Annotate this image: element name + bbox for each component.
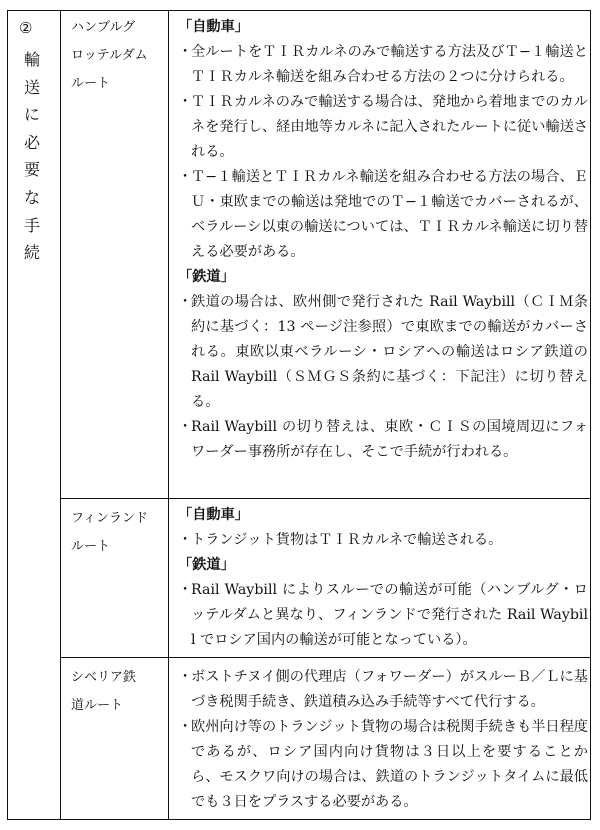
subhead-railway: 「鉄道」: [178, 269, 235, 285]
bullet-dot: ・: [178, 582, 193, 598]
list-item-text: 鉄道の場合は、欧州側で発行された Rail Waybill（ＣＩＭ条約に基づく：13 ページ注参照）で東欧までの輸送がカバーされる。東欧以東ベラルーシ・ロシアへの輸送はロシア鉄道の Rail Waybill（ＳＭＧＳ条約に基づく：下記注）に切り替える。: [191, 294, 588, 410]
subhead-automobile: 「自動車」: [178, 507, 249, 523]
list-item: [178, 715, 588, 815]
section-title-char: 続: [23, 243, 40, 263]
bullet-dot: ・: [178, 94, 193, 110]
list-item-text: ＴＩＲカルネのみで輸送する場合は、発地から着地までのカルネを発行し、経由地等カルネに記入されたルートに従い輸送される。: [191, 94, 588, 160]
subhead-railway: 「鉄道」: [178, 557, 235, 573]
section-title-char: な: [23, 187, 40, 207]
section-title: [23, 46, 41, 267]
row-divider-1: [60, 498, 590, 499]
route-label-line: 道ルート: [71, 698, 124, 713]
bullet-dot: ・: [178, 44, 193, 60]
section-title-char: 必: [23, 132, 40, 152]
list-item: [178, 40, 588, 90]
list-item: [178, 528, 588, 553]
procedures-table: [7, 10, 591, 820]
route-label-finland: [71, 505, 167, 561]
column-divider-route: [168, 11, 169, 819]
route-label-line: ロッテルダム: [71, 48, 148, 63]
list-item-text: Rail Waybill の切り替えは、東欧・ＣＩＳの国境周辺にフォワーダー事務所が存在し、そこで手続が行われる。: [191, 419, 588, 460]
route-label-line: フィンランド: [71, 511, 148, 526]
list-item-text: 欧州向け等のトランジット貨物の場合は税関手続きも半日程度であるが、ロシア国内向け貨物は３日以上を要することから、モスクワ向けの場合は、鉄道のトランジットタイムに最低でも３日をプラスする必要がある。: [191, 719, 588, 810]
route-label-siberian-railway: [71, 664, 167, 720]
row-divider-2: [60, 657, 590, 658]
route-label-line: ルート: [71, 539, 111, 554]
bullet-dot: ・: [178, 669, 193, 685]
route-label-hamburg-rotterdam: [71, 14, 167, 98]
list-item-text: トランジット貨物はＴＩＲカルネで輸送される。: [191, 532, 503, 548]
section-title-char: 輸: [23, 50, 40, 69]
section-title-char: 送: [23, 77, 40, 97]
route-content-siberian-railway: [178, 665, 588, 815]
section-title-char: に: [23, 105, 40, 125]
route-content-hamburg-rotterdam: [178, 15, 588, 465]
list-item: [178, 578, 588, 653]
section-number: ②: [19, 19, 33, 37]
route-label-line: シベリア鉄: [71, 670, 137, 685]
bullet-dot: ・: [178, 419, 193, 435]
list-item-text: ボストチヌイ側の代理店（フォワーダー）がスルーＢ／Ｌに基づき税関手続き、鉄道積み込み手続等すべて代行する。: [191, 669, 588, 710]
subhead-automobile: 「自動車」: [178, 19, 249, 35]
list-item-text: Ｔ−１輸送とＴＩＲカルネ輸送を組み合わせる方法の場合、ＥＵ・東欧までの輸送は発地でのＴ−１輸送でカバーされるが、ベラルーシ以東の輸送については、ＴＩＲカルネ輸送に切り替える必要がある。: [191, 169, 588, 260]
route-content-finland: [178, 503, 588, 653]
route-label-line: ハンブルグ: [71, 20, 136, 35]
route-label-line: ルート: [71, 76, 111, 91]
section-column: [8, 11, 60, 819]
bullet-dot: ・: [178, 719, 193, 735]
bullet-dot: ・: [178, 169, 193, 185]
section-title-char: 手: [23, 215, 40, 235]
list-item: [178, 90, 588, 165]
list-item-text: Rail Waybill によりスルーでの輸送が可能（ハンブルグ・ロッテルダムと異なり、フィンランドで発行された Rail Waybill でロシア国内の輸送が可能となっている）。: [191, 582, 588, 648]
list-item: [178, 665, 588, 715]
list-item-text: 全ルートをＴＩＲカルネのみで輸送する方法及びＴ−１輸送とＴＩＲカルネ輸送を組み合わせる方法の２つに分けられる。: [191, 44, 588, 85]
list-item: [178, 165, 588, 265]
bullet-dot: ・: [178, 532, 193, 548]
list-item: [178, 290, 588, 415]
bullet-dot: ・: [178, 294, 193, 310]
list-item: [178, 415, 588, 465]
section-title-char: 要: [23, 160, 40, 180]
column-divider-section: [60, 11, 61, 819]
